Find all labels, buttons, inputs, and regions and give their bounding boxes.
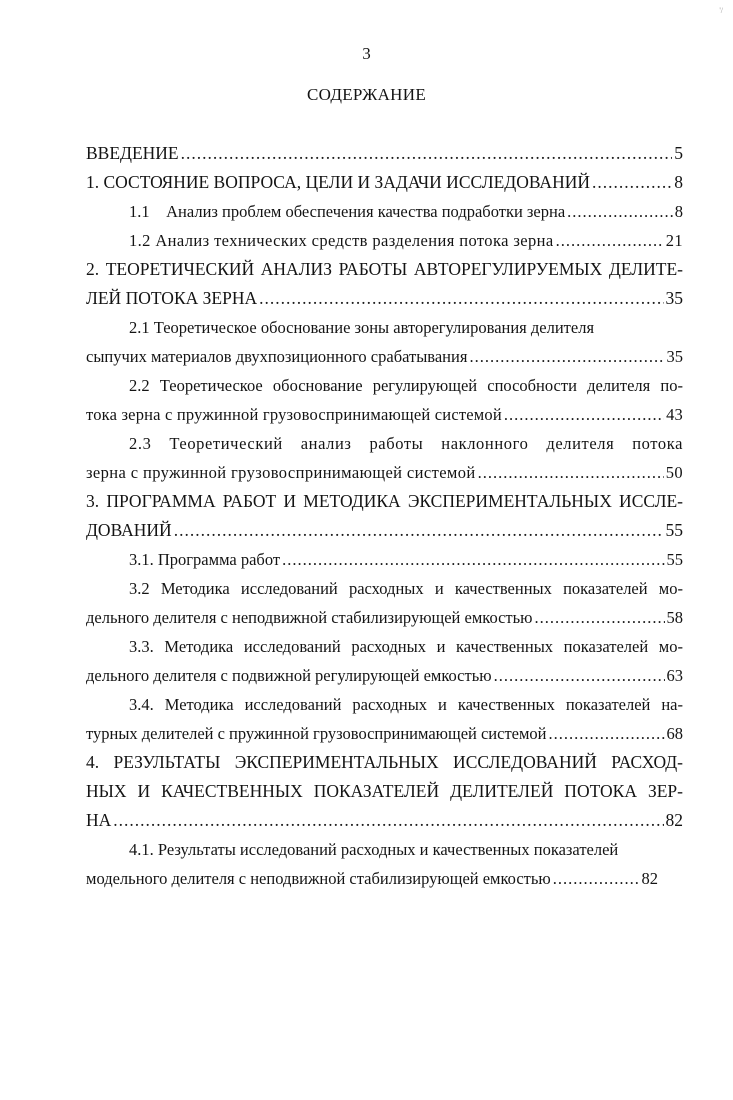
toc-page-number: 82 [665,810,683,830]
toc-entry-chapter-3-line-2 [86,516,683,545]
table-of-contents [86,139,683,893]
toc-entry-text: дельного делителя с неподвижной стабилизирующей емкостью [86,608,533,627]
toc-entry-section-2-2-line-2 [86,400,683,429]
toc-entry-section-3-3-line-1: 3.3. Методика исследований расходных и качественных показателей мо- [129,637,683,656]
toc-page-number: 50 [665,463,683,482]
toc-entry-section-4-1-line-1: 4.1. Результаты исследований расходных и качественных показателей [129,840,619,859]
toc-entry-intro [86,139,683,168]
toc-entry-section-2-1-line-2 [86,342,683,371]
dot-leader [549,719,665,748]
toc-entry-section-3-4-line-1: 3.4. Методика исследований расходных и качественных показателей на- [129,695,683,714]
toc-page-number: 43 [666,405,683,424]
toc-entry-chapter-3-line-1: 3. ПРОГРАММА РАБОТ И МЕТОДИКА ЭКСПЕРИМЕНТАЛЬНЫХ ИССЛЕ- [86,491,683,511]
toc-page-number: 8 [674,172,683,192]
toc-entry-text: ЛЕЙ ПОТОКА ЗЕРНА [86,288,258,308]
toc-entry-text: НА [86,810,112,830]
toc-entry-text: 1. СОСТОЯНИЕ ВОПРОСА, ЦЕЛИ И ЗАДАЧИ ИССЛЕДОВАНИЙ [86,172,590,192]
toc-page-number: 21 [665,231,683,250]
dot-leader [567,197,673,226]
dot-leader [535,603,665,632]
toc-entry-section-4-1-line-2 [86,864,658,893]
page-number: 3 [362,44,371,63]
dot-leader [592,168,672,197]
corner-mark: '/ [719,6,723,15]
toc-page-number: 82 [641,869,658,888]
toc-entry-chapter-2-line-1: 2. ТЕОРЕТИЧЕСКИЙ АНАЛИЗ РАБОТЫ АВТОРЕГУЛИРУЕМЫХ ДЕЛИТЕ- [86,259,683,279]
toc-entry-section-3-2-line-1: 3.2 Методика исследований расходных и качественных показателей мо- [129,579,683,598]
toc-entry-text: сыпучих материалов двухпозиционного срабатывания [86,347,468,366]
toc-entry-chapter-4-line-3 [86,806,683,835]
toc-entry-chapter-4-line-2: НЫХ И КАЧЕСТВЕННЫХ ПОКАЗАТЕЛЕЙ ДЕЛИТЕЛЕЙ ПОТОКА ЗЕР- [86,781,683,801]
toc-entry-section-2-3-line-1: 2.3 Теоретический анализ работы наклонного делителя потока [129,434,683,453]
toc-entry-text: дельного делителя с подвижной регулирующей емкостью [86,666,492,685]
toc-page-number: 58 [666,608,683,627]
dot-leader [478,458,664,487]
toc-entry-text: турных делителей с пружинной грузовоспринимающей системой [86,724,547,743]
toc-entry-text: 1.2 Анализ технических средств разделения потока зерна [129,231,554,250]
toc-entry-section-2-2-line-1: 2.2 Теоретическое обоснование регулирующей способности делителя по- [129,376,683,395]
toc-page-number: 55 [665,520,683,540]
dot-leader [494,661,665,690]
toc-entry-text: модельного делителя с неподвижной стабилизирующей емкостью [86,869,551,888]
toc-entry-chapter-4-line-1: 4. РЕЗУЛЬТАТЫ ЭКСПЕРИМЕНТАЛЬНЫХ ИССЛЕДОВАНИЙ РАСХОД- [86,752,683,772]
toc-entry-chapter-2-line-2 [86,284,683,313]
dot-leader [181,139,673,168]
dot-leader [556,226,664,255]
dot-leader [259,284,663,313]
toc-page-number: 5 [674,143,683,163]
toc-page-number: 63 [666,666,683,685]
dot-leader [113,806,663,835]
dot-leader [504,400,664,429]
toc-entry-section-2-3-line-2 [86,458,683,487]
toc-page-number: 8 [674,202,683,221]
toc-page-number: 55 [666,550,683,569]
dot-leader [469,342,664,371]
toc-page-number: 35 [666,347,683,366]
toc-entry-section-1-1 [86,197,683,226]
toc-entry-text: 1.1 Анализ проблем обеспечения качества подработки зерна [129,202,566,221]
toc-entry-section-3-3-line-2 [86,661,683,690]
dot-leader [174,516,664,545]
toc-title: СОДЕРЖАНИЕ [306,85,427,104]
toc-page-number: 68 [666,724,683,743]
toc-entry-chapter-1 [86,168,683,197]
toc-page-number: 35 [665,288,683,308]
toc-entry-text: зерна с пружинной грузовоспринимающей системой [86,463,476,482]
dot-leader [282,545,664,574]
toc-entry-section-3-1 [86,545,683,574]
toc-entry-section-2-1-line-1: 2.1 Теоретическое обоснование зоны авторегулирования делителя [129,318,595,337]
toc-entry-text: 3.1. Программа работ [129,550,281,569]
toc-entry-section-3-4-line-2 [86,719,683,748]
toc-entry-text: тока зерна с пружинной грузовоспринимающей системой [86,405,502,424]
toc-entry-text: ВВЕДЕНИЕ [86,143,179,163]
toc-entry-text: ДОВАНИЙ [86,520,172,540]
toc-entry-section-1-2 [86,226,683,255]
dot-leader [553,864,640,893]
toc-entry-section-3-2-line-2 [86,603,683,632]
